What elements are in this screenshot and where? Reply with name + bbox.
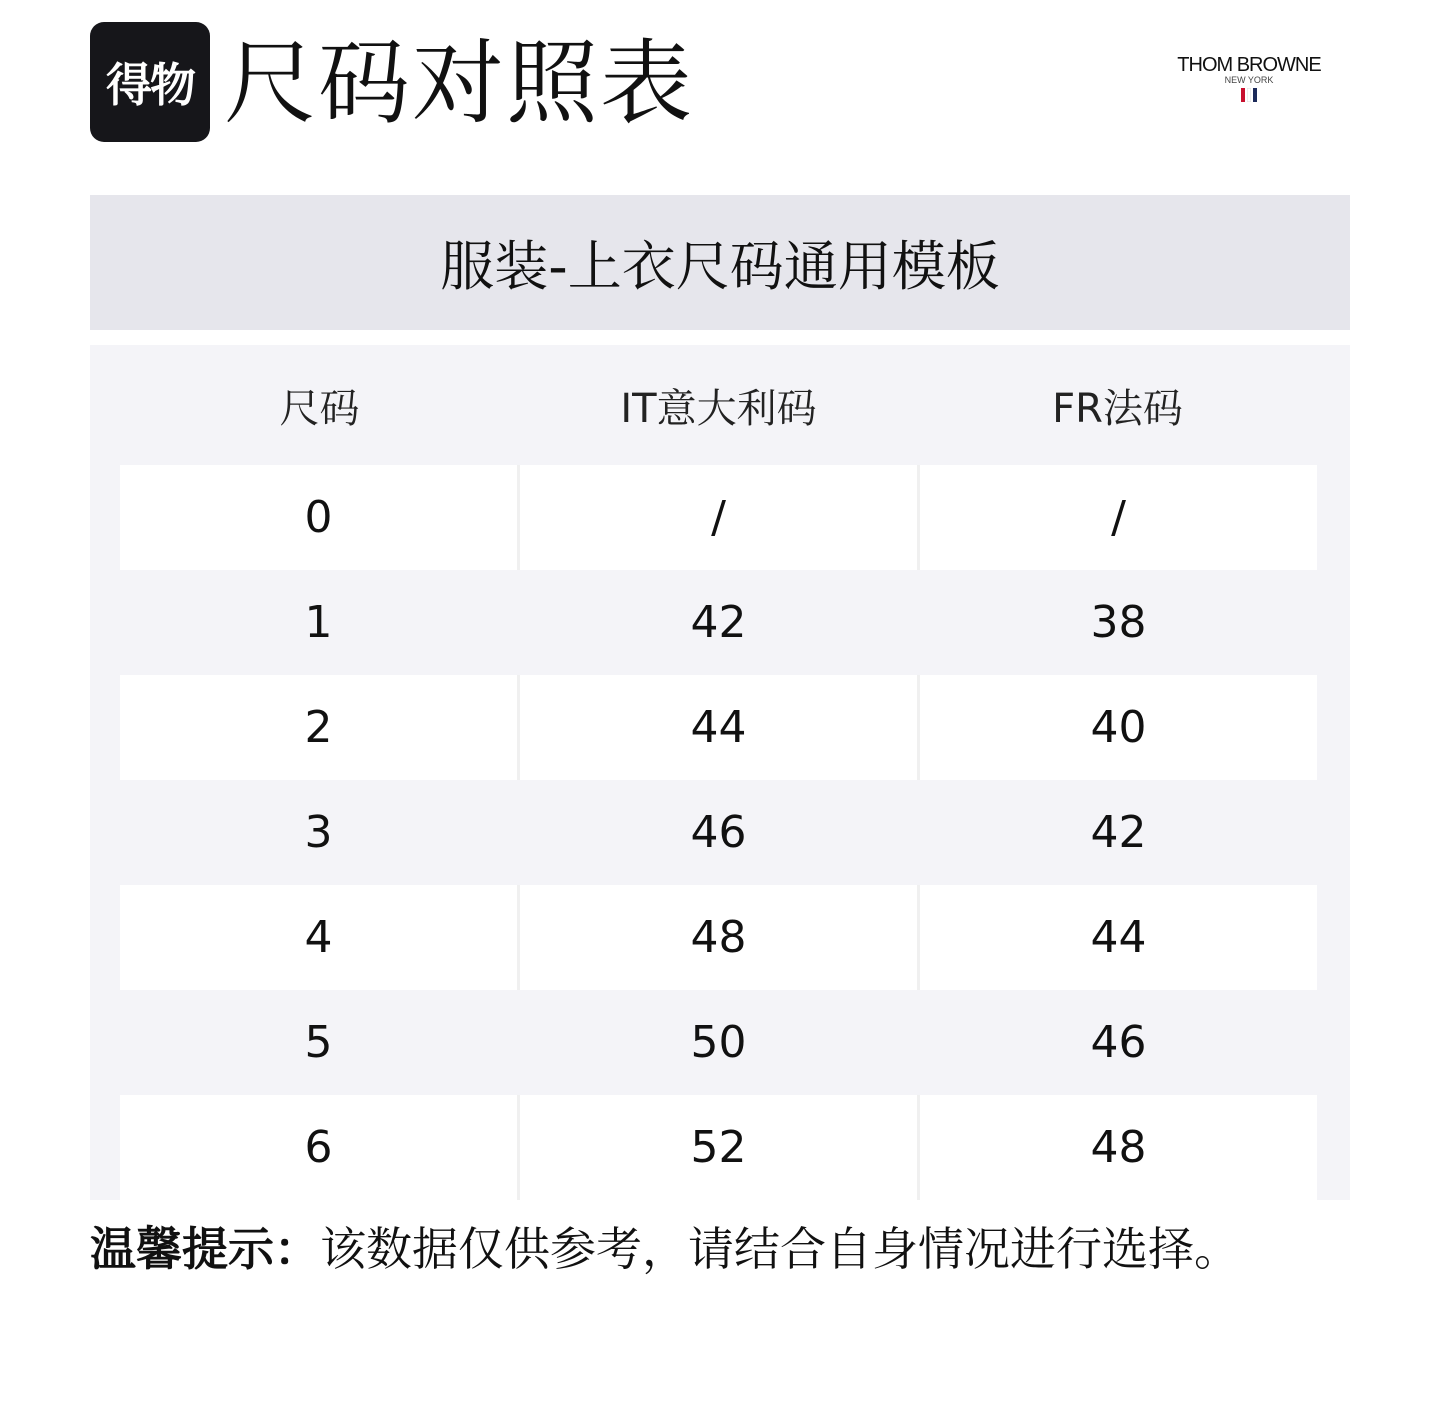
cell-it-size: / [517, 465, 917, 570]
brand-name: THOM BROWNE [1177, 54, 1321, 76]
tip-text: 该数据仅供参考，请结合自身情况进行选择。 [320, 1222, 1240, 1276]
cell-size: 6 [120, 1095, 517, 1200]
cell-it-size: 50 [517, 990, 917, 1095]
page-title: 尺码对照表 [224, 30, 695, 137]
cell-size: 4 [120, 885, 517, 990]
cell-it-size: 46 [517, 780, 917, 885]
header-size: 尺码 [279, 385, 360, 432]
dewu-app-logo [90, 22, 210, 142]
cell-size: 5 [304, 1017, 333, 1068]
header-fr-size: FR法码 [1052, 385, 1183, 432]
header-it-size: IT意大利码 [620, 385, 817, 432]
cell-it-size: 48 [517, 885, 917, 990]
stripe-red [1241, 88, 1245, 102]
tip-label: 温馨提示： [90, 1222, 320, 1276]
table-row [120, 465, 1317, 570]
table-row [120, 1095, 1317, 1200]
cell-size: 0 [120, 465, 517, 570]
table-row [120, 675, 1317, 780]
brand-city: NEW YORK [1224, 75, 1274, 85]
template-title: 服装-上衣尺码通用模板 [440, 235, 1000, 298]
cell-fr-size: 46 [917, 990, 1317, 1095]
cell-fr-size: 40 [917, 675, 1317, 780]
table-row [120, 780, 1317, 885]
cell-it-size: 42 [517, 570, 917, 675]
cell-fr-size: 38 [917, 570, 1317, 675]
table-body [120, 465, 1317, 1200]
tip-note [90, 1212, 1240, 1286]
stripe-white [1247, 88, 1251, 102]
cell-fr-size: 48 [917, 1095, 1317, 1200]
cell-it-size: 44 [517, 675, 917, 780]
cell-fr-size: 44 [917, 885, 1317, 990]
cell-size: 3 [304, 807, 333, 858]
cell-fr-size: 42 [917, 780, 1317, 885]
app-logo-text: 得物 [106, 58, 194, 112]
cell-it-size: 52 [517, 1095, 917, 1200]
table-row [120, 885, 1317, 990]
cell-size: 2 [120, 675, 517, 780]
table-header [120, 345, 1317, 465]
tricolor-stripes-icon [1241, 88, 1257, 102]
cell-fr-size: / [917, 465, 1317, 570]
cell-size: 1 [304, 597, 333, 648]
size-chart-table [90, 345, 1350, 1200]
stripe-blue [1253, 88, 1257, 102]
table-row [120, 990, 1317, 1095]
page-header [90, 22, 1350, 144]
table-row [120, 570, 1317, 675]
brand-logo [1174, 54, 1324, 102]
template-banner [90, 195, 1350, 330]
